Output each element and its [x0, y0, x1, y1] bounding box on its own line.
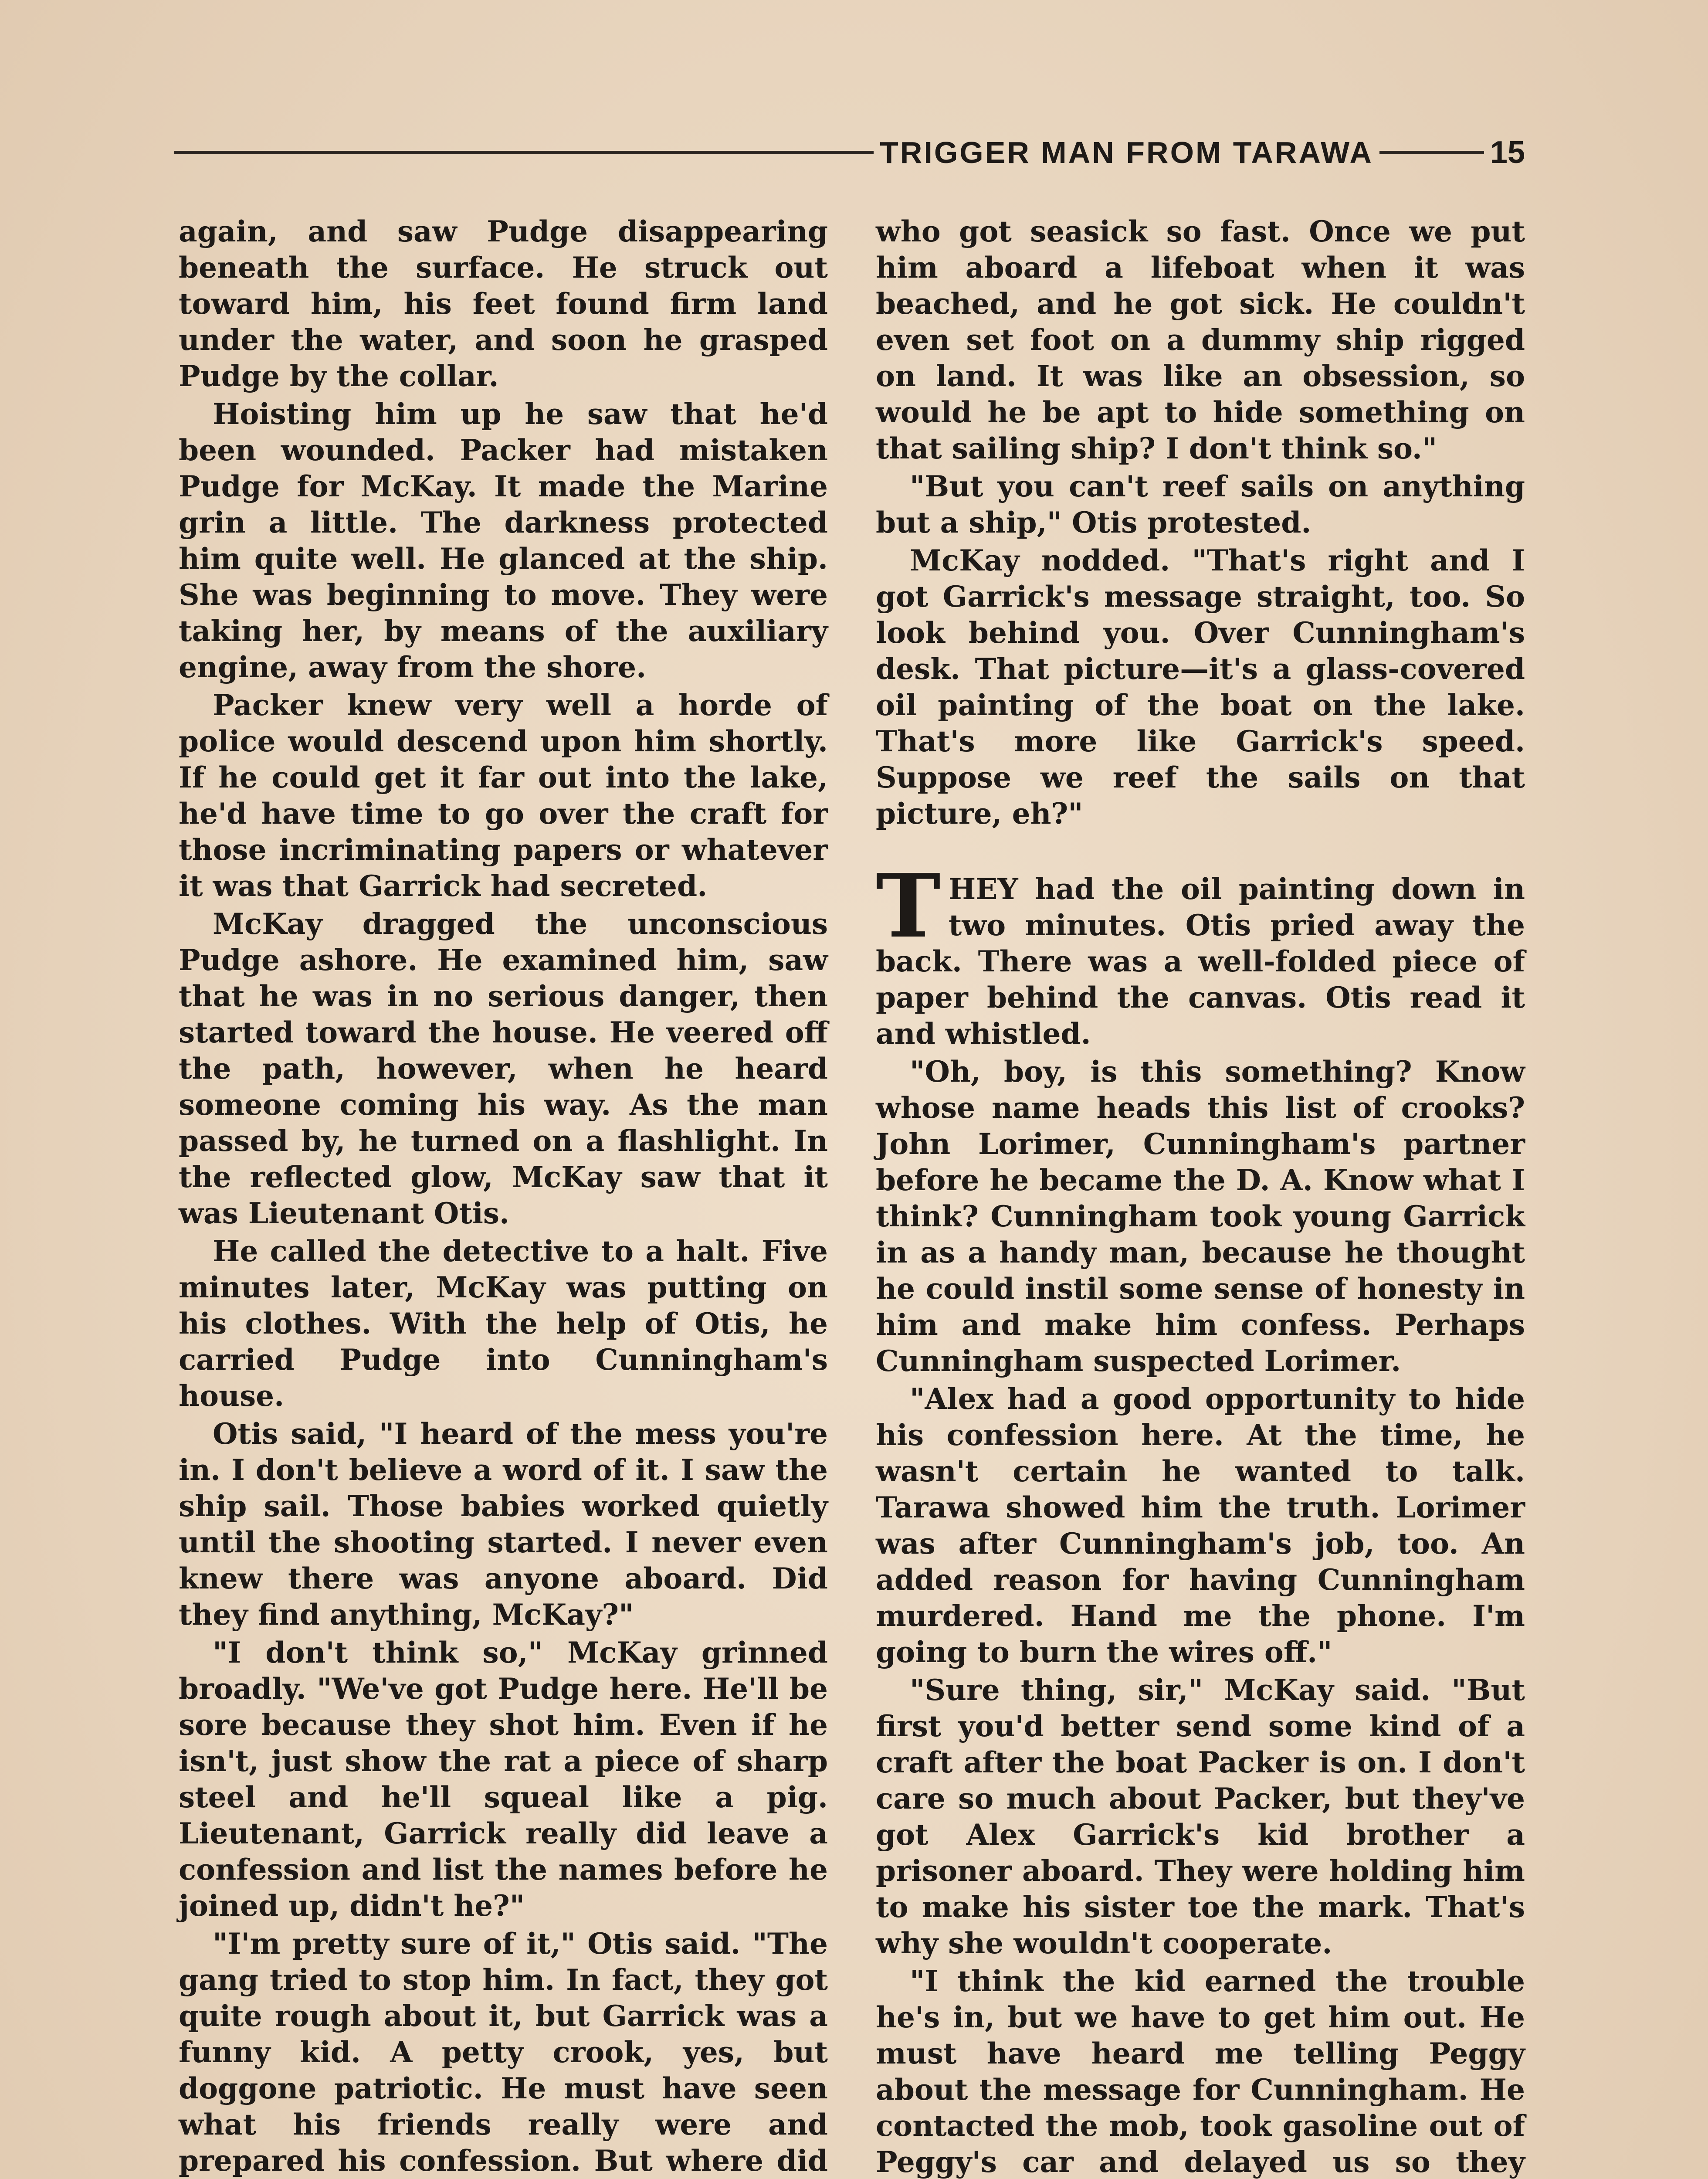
paragraph: again, and saw Pudge disappearing beneath the surface. He struck out toward him, his feet found firm land under the water, and soon he grasped Pudge by the collar. [179, 214, 828, 393]
paragraph: Otis said, "I heard of the mess you're in. I don't believe a word of it. I saw the ship sail. Those babies worked quietly until the shooting started. I never even knew there was anyone aboard. Did they find anything, McKay?" [179, 1417, 828, 1632]
paragraph: McKay dragged the unconscious Pudge ashore. He examined him, saw that he was in no serious danger, then started toward the house. He veered off the path, however, when he heard someone coming his way. As the man passed by, he turned on a flashlight. In the reflected glow, McKay saw that it was Lieutenant Otis. [179, 907, 828, 1230]
paragraph: who got seasick so fast. Once we put him aboard a lifeboat when it was beached, and he got sick. He couldn't even set foot on a dummy ship rigged on land. It was like an obsession, so would he be apt to hide something on that sailing ship? I don't think so." [876, 214, 1525, 465]
paragraph: "Oh, boy, is this something? Know whose name heads this list of crooks? John Lorimer, Cunningham's partner before he became the D. A. Know what I think? Cunningham took young Garrick in as a handy man, because he thought he could instil some sense of honesty in him and make him confess. Perhaps Cunningham suspected Lorimer. [876, 1055, 1525, 1378]
paragraph: "Sure thing, sir," McKay said. "But first you'd better send some kind of a craft after the boat Packer is on. I don't care so much about Packer, but they've got Alex Garrick's kid brother a prisoner aboard. They were holding him to make his sister toe the mark. That's why she wouldn't cooperate. [876, 1673, 1525, 1960]
story-title: TRIGGER MAN FROM TARAWA [880, 136, 1373, 170]
header-rule-right [1379, 151, 1484, 154]
paragraph: Hoisting him up he saw that he'd been wounded. Packer had mistaken Pudge for McKay. It made the Marine grin a little. The darkness protected him quite well. He glanced at the ship. She was beginning to move. They were taking her, by means of the auxiliary engine, away from the shore. [179, 397, 828, 684]
paragraph: Packer knew very well a horde of police would descend upon him shortly. If he could get it far out into the lake, he'd have time to go over the craft for those incriminating papers or whatever it was that Garrick had secreted. [179, 688, 828, 903]
drop-cap: T [876, 855, 941, 957]
paragraph: "I don't think so," McKay grinned broadly. "We've got Pudge here. He'll be sore because they shot him. Even if he isn't, just show the rat a piece of sharp steel and he'll squeal like a pig. Lieutenant, Garrick really did leave a confession and list the names before he joined up, didn't he?" [179, 1636, 828, 1923]
page-number: 15 [1490, 135, 1525, 170]
paragraph: "But you can't reef sails on anything but a ship," Otis protested. [876, 469, 1525, 540]
header-rule-left [174, 151, 874, 154]
running-header [174, 131, 1525, 174]
paragraph: "Alex had a good opportunity to hide his confession here. At the time, he wasn't certain he wanted to talk. Tarawa showed him the truth. Lorimer was after Cunningham's job, too. An added reason for having Cunningham murdered. Hand me the phone. I'm going to burn the wires off." [876, 1382, 1525, 1669]
paragraph: "I'm pretty sure of it," Otis said. "The gang tried to stop him. In fact, they got quite rough about it, but Garrick was a funny kid. A petty crook, yes, but doggone patriotic. He must have seen what his friends really were and prepared his confession. But where did [179, 1927, 828, 2178]
paragraph: McKay nodded. "That's right and I got Garrick's message straight, too. So look behind you. Over Cunningham's desk. That picture—it's a glass-covered oil painting of the boat on the lake. That's more like Garrick's speed. Suppose we reef the sails on that picture, eh?" [876, 543, 1525, 831]
section-opening-text: HEY had the oil painting down in two minutes. Otis pried away the back. There was a well-folded piece of paper behind the canvas. Otis read it and whistled. [876, 872, 1525, 1051]
right-column [876, 214, 1525, 2179]
section-opening-paragraph [876, 855, 1525, 1052]
paragraph: He called the detective to a halt. Five minutes later, McKay was putting on his clothes. With the help of Otis, he carried Pudge into Cunningham's house. [179, 1234, 828, 1413]
left-column [179, 214, 828, 2179]
paragraph: "I think the kid earned the trouble he's in, but we have to get him out. He must have heard me telling Peggy about the message for Cunningham. He contacted the mob, took gasoline out of Peggy's car and delayed us so they [876, 1964, 1525, 2179]
